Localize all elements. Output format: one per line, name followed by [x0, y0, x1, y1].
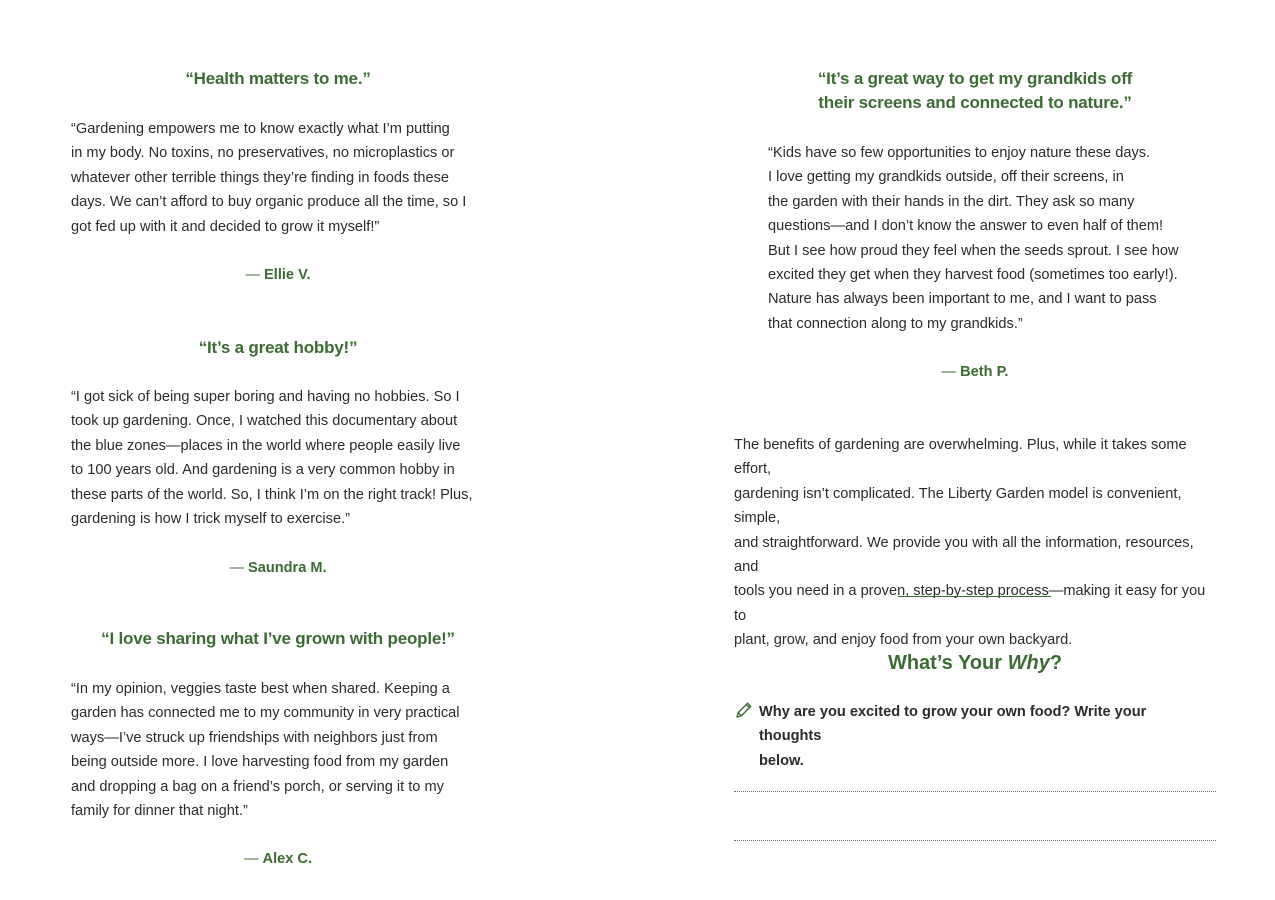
testimonial-attribution — [734, 362, 1216, 382]
answer-line[interactable] — [734, 791, 1216, 792]
prompt-text: Why are you excited to grow your own food? Write your thoughts below. — [759, 704, 1147, 769]
attribution-dash: — — [243, 851, 259, 867]
heading-emphasis: Why — [1007, 652, 1050, 674]
pencil-icon — [734, 700, 754, 720]
testimonial-attribution — [71, 849, 485, 869]
testimonial-author: Beth P. — [960, 364, 1009, 380]
attribution-dash: — — [229, 560, 244, 576]
left-page — [71, 0, 485, 900]
section-heading — [734, 650, 1216, 676]
testimonial-body: “Kids have so few opportunities to enjoy nature these days. I love getting my grandkids outside, off their screens, in the garden with their hands in the dirt. They ask so many questions—and I don’t know the answer to even half of them! But I see how proud they feel when the seeds sprout. I see how excited they get when they harvest food (sometimes too early!). Nature has always been important to me, and I want to pass that connection along to my grandkids.” — [768, 145, 1179, 332]
right-page — [734, 0, 1216, 900]
testimonial-title: “It’s a great hobby!” — [198, 338, 358, 357]
testimonial-title: “Health matters to me.” — [185, 69, 371, 88]
testimonial-body: “In my opinion, veggies taste best when shared. Keeping a garden has connected me to my community in very practical ways—I’ve struck up friendships with neighbors just from being outside more. I love harvesting food from my garden and dropping a bag on a friend’s porch, or serving it to my family for dinner that night.” — [71, 681, 460, 820]
heading-suffix: ? — [1049, 652, 1063, 674]
answer-line[interactable] — [734, 840, 1216, 841]
testimonial-title: “It’s a great way to get my grandkids off their screens and connected to nature.” — [817, 69, 1133, 112]
testimonial-body: “Gardening empowers me to know exactly what I’m putting in my body. No toxins, no preservatives, no microplastics or whatever other terrible things they’re finding in foods these days. We can’t afford to buy organic produce all the time, so I got fed up with it and decided to grow it myself!” — [71, 121, 467, 235]
testimonial-author: Ellie V. — [264, 267, 311, 283]
attribution-dash: — — [941, 364, 957, 380]
testimonial-attribution — [71, 265, 485, 285]
testimonial-attribution — [71, 558, 485, 578]
testimonial-author: Saundra M. — [247, 560, 327, 576]
summary-paragraph: The benefits of gardening are overwhelming. Plus, while it takes some effort, gardening isn’t complicated. The Liberty Garden model is convenient, simple, and straightforward. We provide you with all the information, resources, and tools you need in a proven, step-by-step process—making it easy for you to plant, grow, and enjoy food from your own backyard. — [734, 437, 1206, 649]
section-divider — [898, 596, 1051, 597]
testimonial-author: Alex C. — [262, 851, 313, 867]
attribution-dash: — — [245, 267, 261, 283]
heading-prefix: What’s Your — [887, 652, 1008, 674]
testimonial-title: “I love sharing what I’ve grown with people!” — [101, 629, 455, 648]
testimonial-body: “I got sick of being super boring and having no hobbies. So I took up gardening. Once, I watched this documentary about the blue zones—places in the world where people easily live to 100 years old. And gardening is a very common hobby in these parts of the world. So, I think I’m on the right track! Plus, gardening is how I trick myself to exercise.” — [71, 389, 473, 528]
